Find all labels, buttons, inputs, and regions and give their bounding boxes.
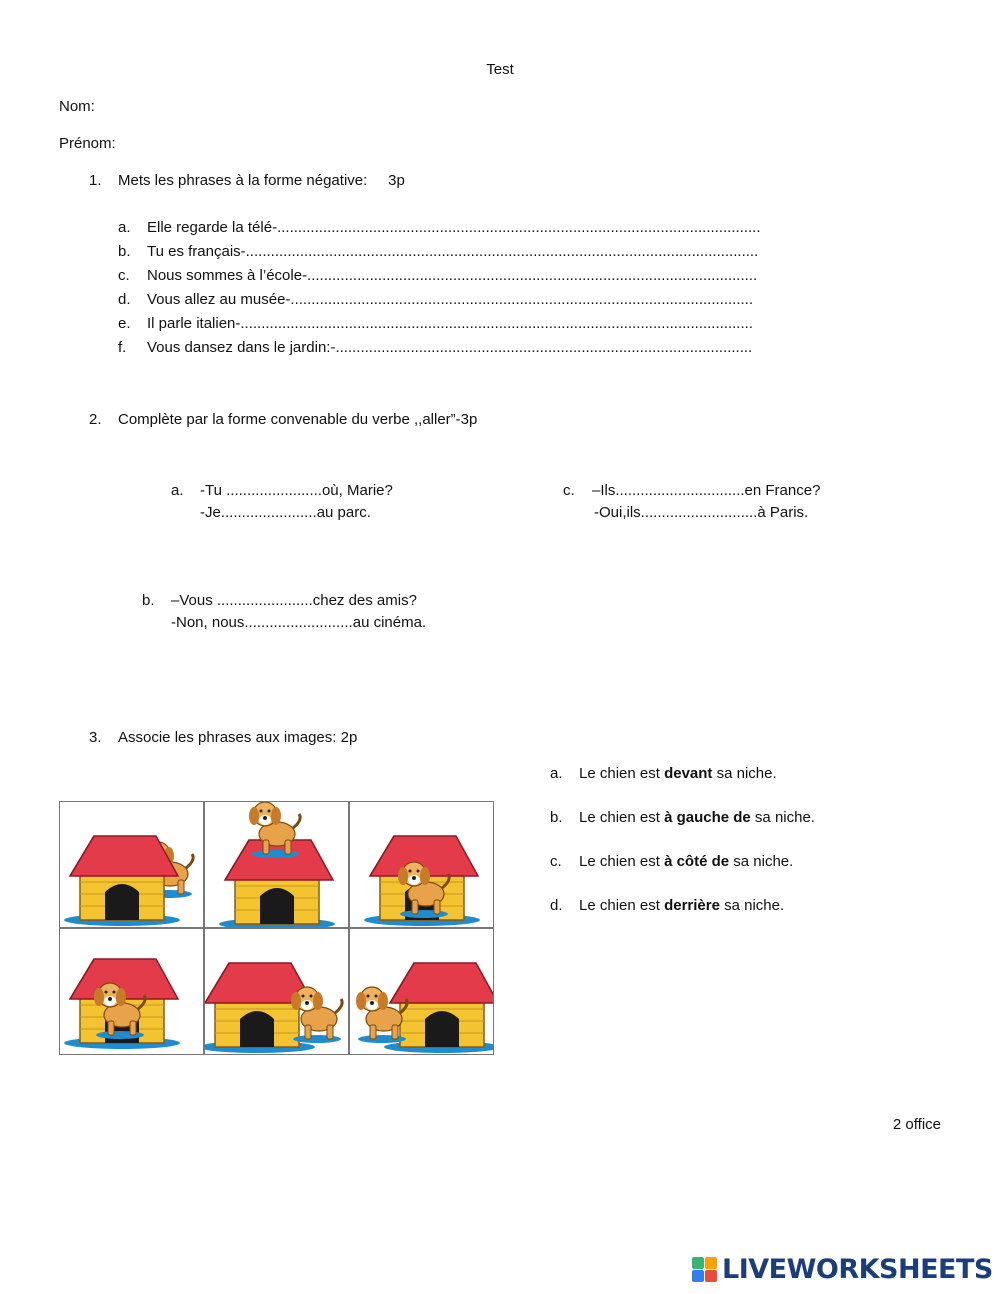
q2-a-line2[interactable]: -Je.......................au parc. [200, 504, 371, 521]
q1-number: 1. [89, 172, 102, 189]
nom-label: Nom: [59, 98, 95, 115]
sentence-text: sa niche. [750, 809, 815, 826]
q3-sentence-letter: d. [550, 897, 563, 914]
sentence-keyword: devant [664, 765, 713, 782]
q2-b-line2[interactable]: -Non, nous..........................au cinéma. [171, 614, 427, 631]
sentence-keyword: derrière [664, 897, 720, 914]
sentence-text: sa niche. [712, 765, 777, 782]
q3-sentence-b[interactable] [579, 809, 815, 826]
q3-sentence-letter: a. [550, 765, 563, 782]
q2-c-line1[interactable]: –Ils...............................en France? [592, 482, 821, 499]
q2-b-line1[interactable]: –Vous .......................chez des amis? [171, 592, 417, 609]
q1-item-letter: e. [118, 315, 131, 332]
q1-item-f[interactable]: Vous dansez dans le jardin:-.................................................................................................... [147, 339, 753, 356]
picture-grid [59, 801, 494, 1055]
q2-number: 2. [89, 411, 102, 428]
dog-on-doghouse-picture[interactable] [204, 801, 349, 928]
q1-item-letter: a. [118, 219, 131, 236]
prenom-label: Prénom: [59, 135, 116, 152]
q2-a-letter: a. [171, 482, 184, 499]
q2-b-letter: b. [142, 592, 155, 609]
sentence-text: sa niche. [719, 897, 785, 914]
q3-sentence-letter: b. [550, 809, 563, 826]
footer-note: 2 office [892, 1116, 941, 1133]
q1-item-b[interactable]: Tu es français-........................................................................................................................... [147, 243, 759, 260]
q3-sentence-d[interactable] [579, 897, 784, 914]
sentence-keyword: à côté de [664, 853, 730, 870]
q3-instruction: Associe les phrases aux images: 2p [118, 729, 358, 746]
page-title: Test [486, 61, 514, 78]
logo-squares-icon [692, 1257, 717, 1282]
dog-right-of-doghouse-picture[interactable] [204, 928, 349, 1055]
dog-left-of-doghouse-picture[interactable] [349, 928, 494, 1055]
q2-instruction: Complète par la forme convenable du verbe ,,aller”-3p [118, 411, 478, 428]
liveworksheets-logo [692, 1254, 993, 1284]
dog-inside-doghouse-picture[interactable] [349, 801, 494, 928]
q1-item-c[interactable]: Nous sommes à l’école-............................................................................................................ [147, 267, 758, 284]
q1-instruction: Mets les phrases à la forme négative: 3p [118, 172, 405, 189]
q3-number: 3. [89, 729, 102, 746]
dog-behind-doghouse-picture[interactable] [59, 801, 204, 928]
q2-c-letter: c. [563, 482, 575, 499]
sentence-text: Le chien est [579, 853, 665, 870]
q2-a-line1[interactable]: -Tu .......................où, Marie? [200, 482, 393, 499]
sentence-text: Le chien est [579, 765, 665, 782]
sentence-text: Le chien est [579, 809, 665, 826]
q1-item-a[interactable]: Elle regarde la télé-.................................................................................................................... [147, 219, 761, 236]
q1-item-letter: b. [118, 243, 131, 260]
q3-sentence-c[interactable] [579, 853, 793, 870]
sentence-text: sa niche. [729, 853, 794, 870]
dog-in-front-of-doghouse-picture[interactable] [59, 928, 204, 1055]
q1-item-letter: d. [118, 291, 131, 308]
q1-item-e[interactable]: Il parle italien-........................................................................................................................... [147, 315, 753, 332]
q1-item-letter: c. [118, 267, 130, 284]
q3-sentence-letter: c. [550, 853, 562, 870]
q2-c-line2[interactable]: -Oui,ils............................à Paris. [594, 504, 809, 521]
sentence-text: Le chien est [579, 897, 665, 914]
q3-sentence-a[interactable] [579, 765, 777, 782]
sentence-keyword: à gauche de [664, 809, 751, 826]
q1-item-letter: f. [118, 339, 127, 356]
logo-text: LIVEWORKSHEETS [722, 1253, 993, 1285]
q1-item-d[interactable]: Vous allez au musée-............................................................................................................... [147, 291, 754, 308]
